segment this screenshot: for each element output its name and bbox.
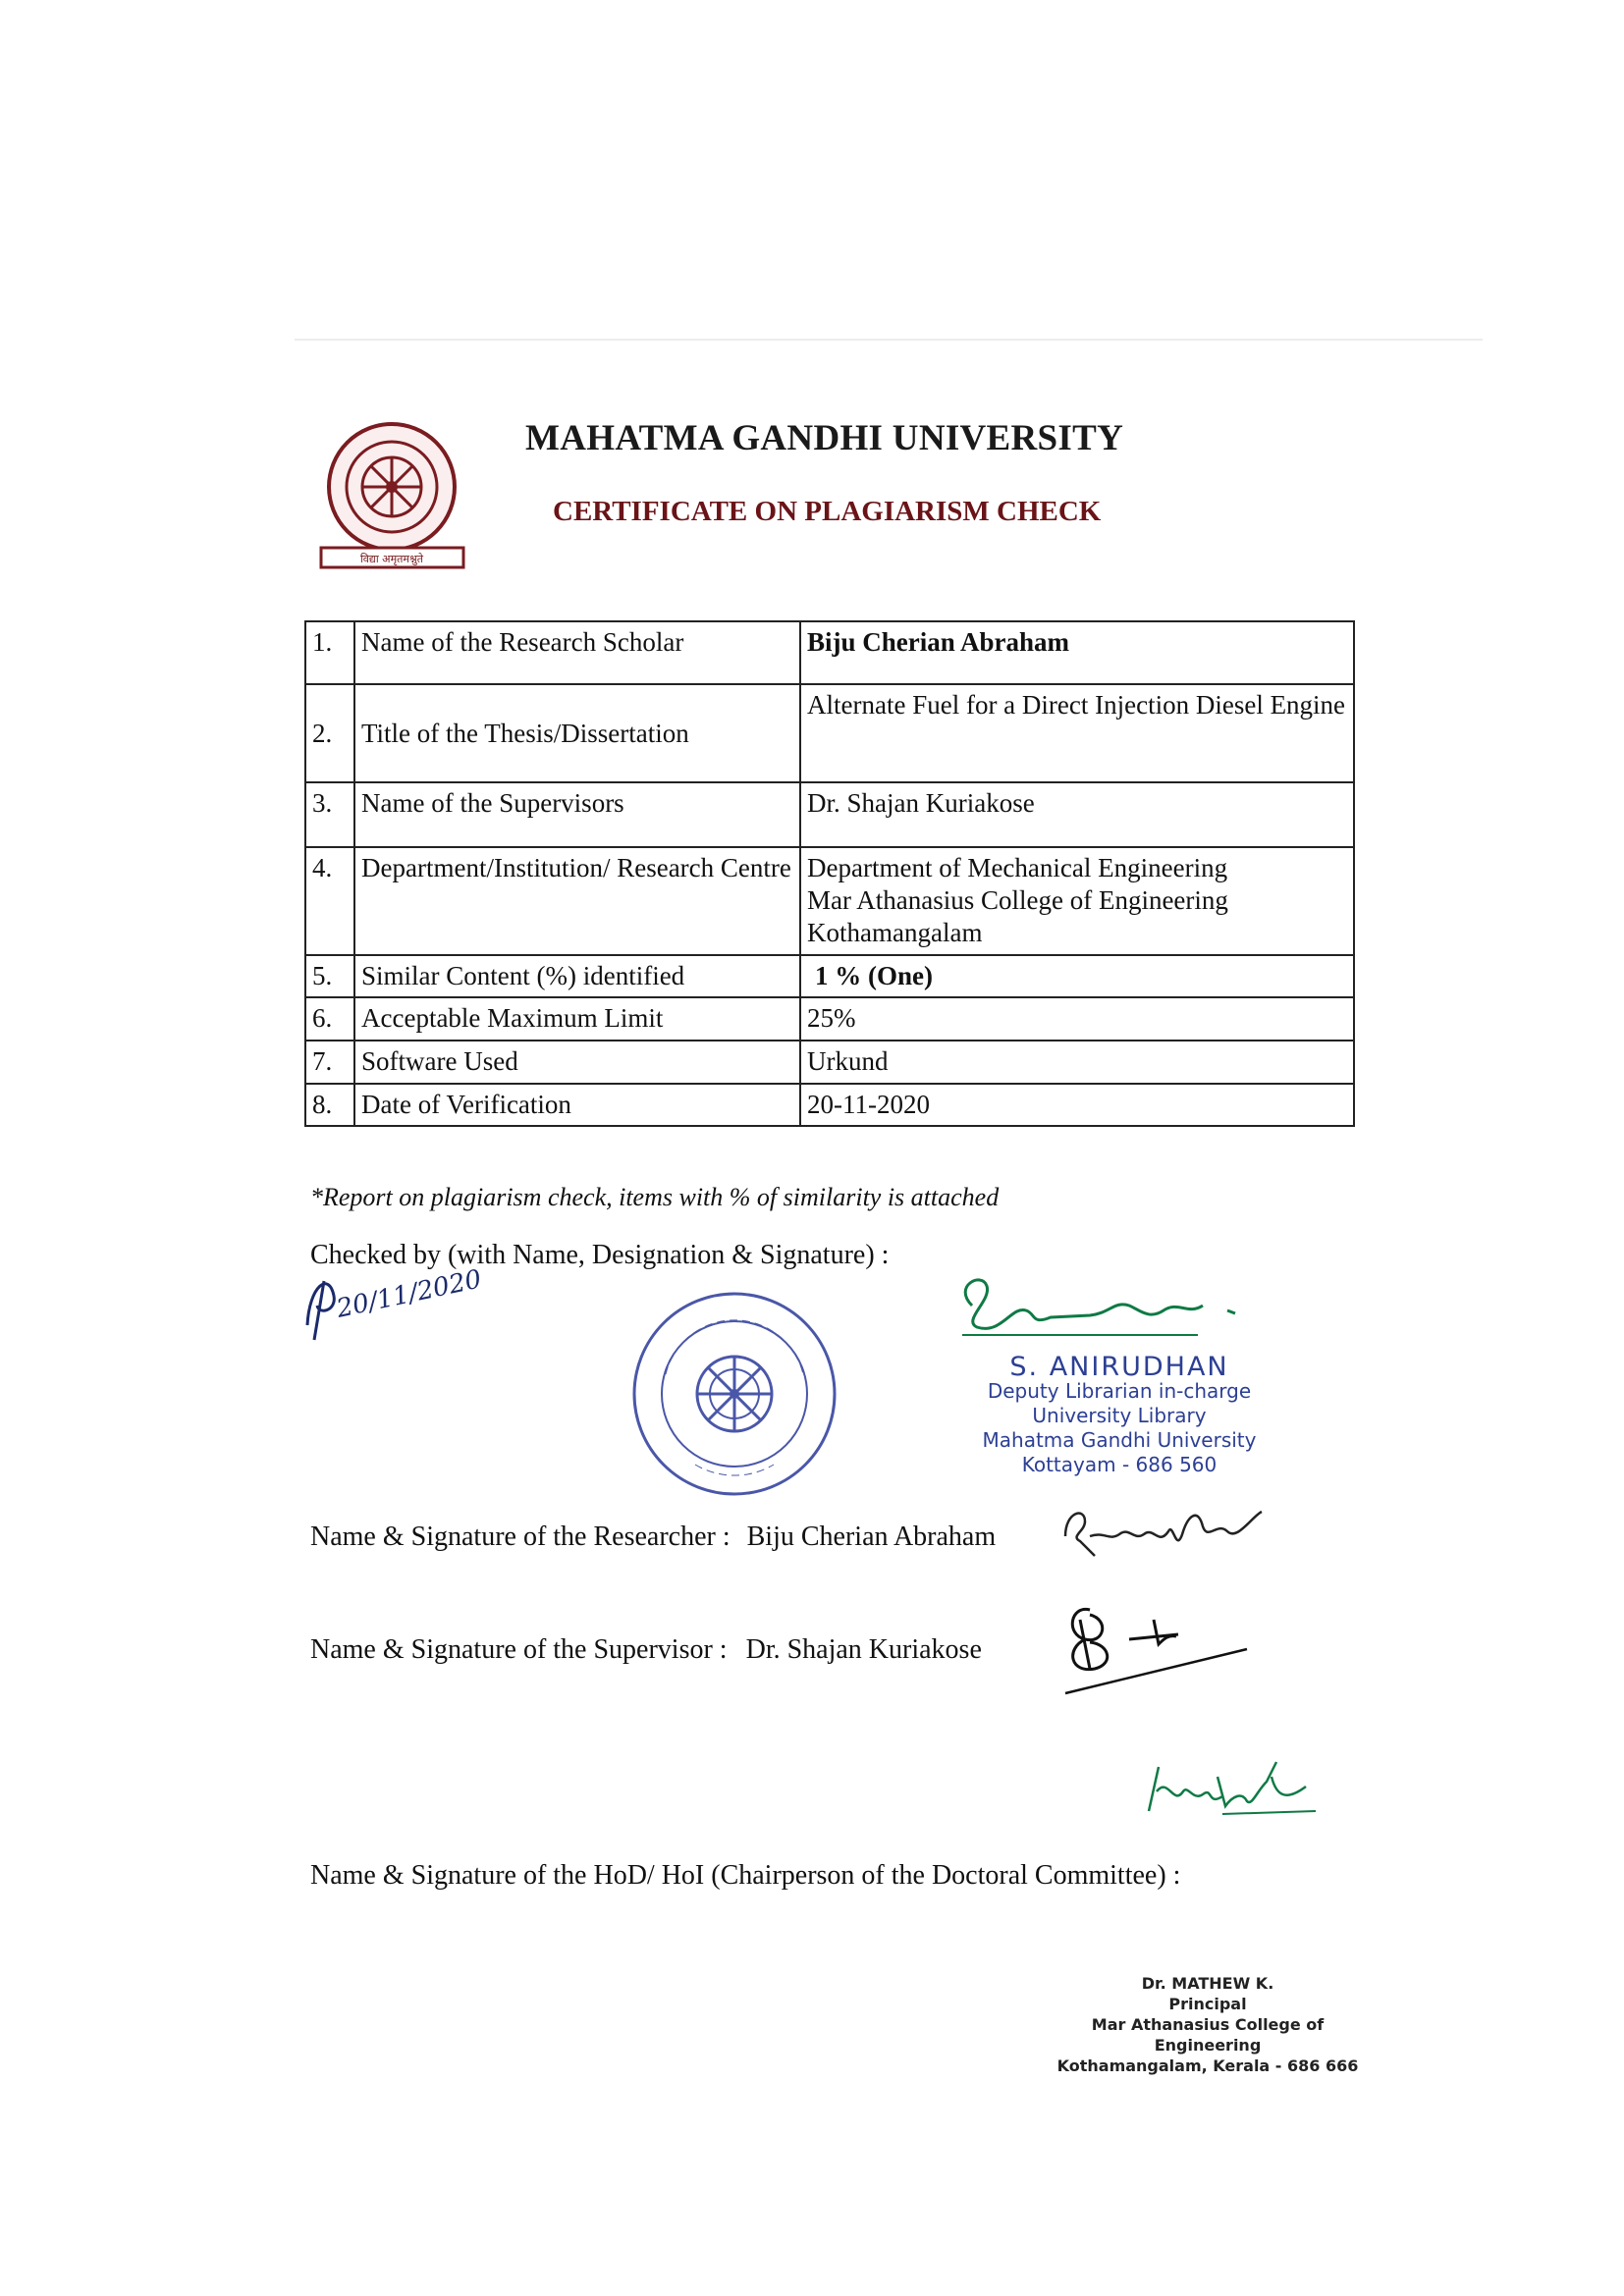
stamp-name: S. ANIRUDHAN <box>1009 1352 1229 1382</box>
stamp-line: Mahatma Gandhi University <box>982 1428 1257 1452</box>
table-row <box>305 782 1354 847</box>
supervisor-name: Dr. Shajan Kuriakose <box>745 1634 982 1665</box>
row-number: 3. <box>305 782 354 847</box>
row-label: Title of the Thesis/Dissertation <box>354 684 800 782</box>
supervisor-label: Name & Signature of the Supervisor : <box>310 1634 728 1665</box>
row-number: 6. <box>305 997 354 1041</box>
row-value: Alternate Fuel for a Direct Injection Diesel Engine <box>800 684 1354 782</box>
principal-line: Mar Athanasius College of Engineering <box>1091 2015 1325 2055</box>
row-value: Dr. Shajan Kuriakose <box>800 782 1354 847</box>
row-number: 7. <box>305 1041 354 1084</box>
hod-signature <box>1139 1757 1326 1826</box>
researcher-name: Biju Cherian Abraham <box>746 1522 997 1552</box>
top-rule <box>295 339 1483 341</box>
row-label: Name of the Research Scholar <box>354 621 800 684</box>
university-logo <box>316 420 468 572</box>
row-number: 4. <box>305 847 354 955</box>
row-label: Date of Verification <box>354 1084 800 1126</box>
checked-by-label: Checked by (with Name, Designation & Signature) : <box>310 1240 890 1270</box>
logo-motto: विद्या अमृतमश्नुते <box>359 553 424 565</box>
row-label: Software Used <box>354 1041 800 1084</box>
principal-line: Dr. MATHEW K. <box>1141 1974 1274 1993</box>
librarian-signature <box>943 1266 1276 1345</box>
stamp-line: Kottayam - 686 560 <box>1021 1453 1218 1476</box>
value-line: Mar Athanasius College of Engineering <box>807 885 1228 915</box>
value-line: Kothamangalam <box>807 918 983 947</box>
library-seal <box>626 1286 842 1502</box>
researcher-line <box>310 1522 996 1553</box>
supervisor-signature <box>1060 1595 1257 1703</box>
details-table <box>304 620 1355 1127</box>
row-value: Biju Cherian Abraham <box>800 621 1354 684</box>
row-value: 1 % (One) <box>800 955 1354 997</box>
stamp-line: University Library <box>1032 1404 1207 1427</box>
stamp-line: Deputy Librarian in-charge <box>987 1379 1252 1403</box>
row-value: 25% <box>800 997 1354 1041</box>
table-row <box>305 684 1354 782</box>
report-note: *Report on plagiarism check, items with % of similarity is attached <box>310 1183 1000 1211</box>
principal-stamp <box>1041 1973 1375 2076</box>
row-number: 8. <box>305 1084 354 1126</box>
table-row <box>305 1041 1354 1084</box>
row-label: Name of the Supervisors <box>354 782 800 847</box>
hod-label: Name & Signature of the HoD/ HoI (Chairperson of the Doctoral Committee) : <box>310 1860 1181 1891</box>
row-value: Urkund <box>800 1041 1354 1084</box>
table-row <box>305 997 1354 1041</box>
table-row <box>305 847 1354 955</box>
row-label: Department/Institution/ Research Centre <box>354 847 800 955</box>
row-number: 1. <box>305 621 354 684</box>
row-value: 20-11-2020 <box>800 1084 1354 1126</box>
row-value <box>800 847 1354 955</box>
principal-line: Principal <box>1168 1995 1247 2013</box>
certificate-title: CERTIFICATE ON PLAGIARISM CHECK <box>553 496 1102 527</box>
table-row <box>305 955 1354 997</box>
row-number: 2. <box>305 684 354 782</box>
checked-date-handwritten: 20/11/2020 <box>334 1264 485 1324</box>
table-row <box>305 1084 1354 1126</box>
row-label: Similar Content (%) identified <box>354 955 800 997</box>
row-number: 5. <box>305 955 354 997</box>
value-line: Department of Mechanical Engineering <box>807 853 1228 882</box>
researcher-label: Name & Signature of the Researcher : <box>310 1522 731 1552</box>
librarian-stamp <box>952 1352 1286 1477</box>
university-title: MAHATMA GANDHI UNIVERSITY <box>525 418 1124 458</box>
supervisor-line <box>310 1634 982 1666</box>
table-row <box>305 621 1354 684</box>
researcher-signature <box>1060 1497 1267 1566</box>
principal-line: Kothamangalam, Kerala - 686 666 <box>1056 2056 1359 2075</box>
row-label: Acceptable Maximum Limit <box>354 997 800 1041</box>
checker-initials-signature <box>299 1264 485 1345</box>
